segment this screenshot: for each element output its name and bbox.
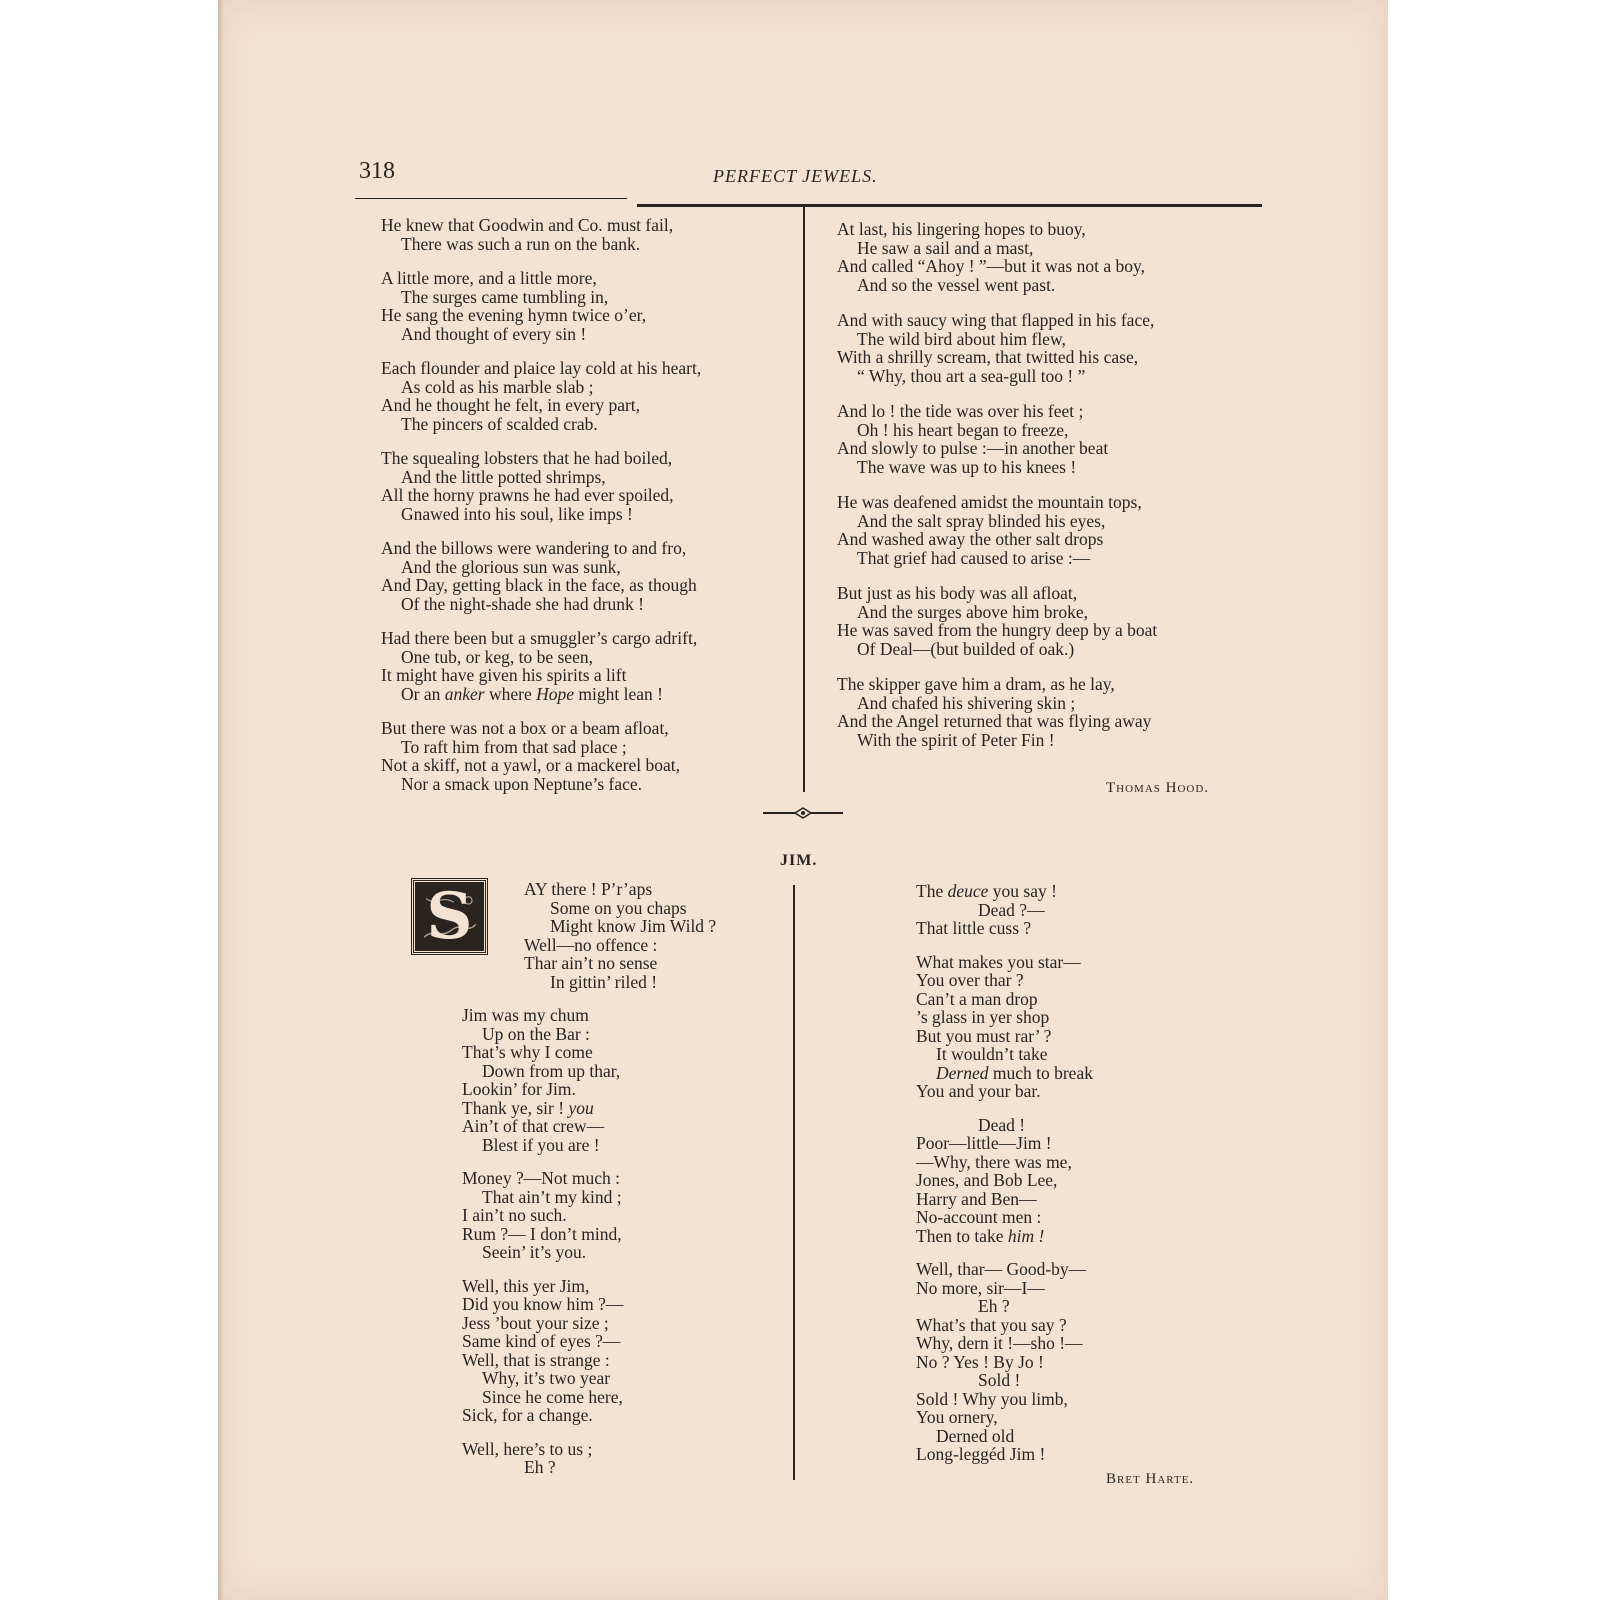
- stanza: [916, 882, 1093, 938]
- stanza: [462, 1006, 716, 1154]
- stanza: [462, 1440, 716, 1477]
- verse-line: Well, thar— Good-by—: [916, 1259, 1087, 1279]
- verse-line: But just as his body was all afloat,: [837, 583, 1078, 603]
- poem1-column-divider: [803, 207, 805, 792]
- verse-line: Not a skiff, not a yawl, or a mackerel boat,: [381, 755, 681, 775]
- verse-line: Jim was my chum: [462, 1005, 589, 1025]
- verse-line: And the surges above him broke,: [857, 601, 1089, 622]
- stanza: [837, 584, 1157, 658]
- verse-line: And the billows were wandering to and fro,: [381, 538, 687, 558]
- verse-line: Eh ?: [978, 1296, 1010, 1316]
- verse-line: Jess ’bout your size ;: [462, 1312, 609, 1333]
- poem2-title: JIM.: [780, 852, 818, 869]
- verse-line: To raft him from that sad place ;: [401, 736, 627, 757]
- verse-line: The pincers of scalded crab.: [401, 413, 598, 434]
- verse-line: Of Deal—(but builded of oak.): [857, 638, 1075, 659]
- verse-line: Why, dern it !—sho !—: [916, 1333, 1083, 1353]
- poem2-left-column: [462, 880, 716, 1492]
- stanza: [837, 493, 1157, 567]
- verse-line: Eh ?: [524, 1457, 556, 1477]
- poem2-right-column: [916, 882, 1093, 1479]
- poem2-column-divider: [793, 885, 795, 1480]
- verse-line: And the salt spray blinded his eyes,: [857, 510, 1106, 531]
- verse-line: That ain’t my kind ;: [482, 1186, 622, 1207]
- stanza: [381, 269, 701, 343]
- verse-line: He was saved from the hungry deep by a boat: [837, 620, 1158, 640]
- stanza: [381, 449, 701, 523]
- verse-line: Derned much to break: [936, 1062, 1093, 1083]
- verse-line: Well—no offence :: [524, 934, 658, 955]
- verse-line: Did you know him ?—: [462, 1294, 624, 1314]
- poem2-author: Bret Harte.: [1106, 1471, 1195, 1487]
- verse-line: With a shrilly scream, that twitted his case,: [837, 347, 1139, 367]
- verse-line: No more, sir—I—: [916, 1277, 1045, 1298]
- verse-line: Well, this yer Jim,: [462, 1275, 590, 1296]
- verse-line: Rum ?— I don’t mind,: [462, 1223, 622, 1244]
- verse-line: Poor—little—Jim !: [916, 1133, 1052, 1153]
- verse-line: —Why, there was me,: [916, 1151, 1072, 1172]
- verse-line: At last, his lingering hopes to buoy,: [837, 219, 1086, 239]
- verse-line: Some on you chaps: [550, 897, 687, 918]
- verse-line: Well, here’s to us ;: [462, 1438, 593, 1459]
- verse-line: And thought of every sin !: [401, 323, 587, 344]
- verse-line: Sold !: [978, 1370, 1021, 1390]
- verse-line: As cold as his marble slab ;: [401, 376, 594, 397]
- stanza: [916, 1260, 1093, 1464]
- stanza: [837, 311, 1157, 385]
- verse-line: Blest if you are !: [482, 1134, 600, 1155]
- verse-line: What’s that you say ?: [916, 1314, 1067, 1335]
- stanza: [462, 1169, 716, 1262]
- verse-line: Derned old: [936, 1425, 1015, 1446]
- verse-line: With the spirit of Peter Fin !: [857, 729, 1055, 750]
- verse-line: And slowly to pulse :—in another beat: [837, 438, 1109, 458]
- verse-line: Long-leggéd Jim !: [916, 1444, 1046, 1464]
- verse-line: He was deafened amidst the mountain tops,: [837, 492, 1142, 512]
- verse-line: Sick, for a change.: [462, 1405, 593, 1425]
- stanza: [837, 675, 1157, 749]
- verse-line: And so the vessel went past.: [857, 274, 1056, 295]
- verse-line: And lo ! the tide was over his feet ;: [837, 401, 1084, 421]
- verse-line: The squealing lobsters that he had boiled,: [381, 448, 673, 468]
- verse-line: But there was not a box or a beam afloat,: [381, 718, 669, 738]
- stanza: [381, 539, 701, 613]
- verse-line: The surges came tumbling in,: [401, 286, 609, 307]
- verse-line: Oh ! his heart began to freeze,: [857, 419, 1069, 440]
- stanza: [381, 629, 701, 703]
- stanza: [837, 220, 1157, 294]
- stanza: [916, 1116, 1093, 1246]
- verse-line: And chafed his shivering skin ;: [857, 692, 1076, 713]
- verse-line: Of the night-shade she had drunk !: [401, 593, 644, 614]
- poem1-right-column: [837, 220, 1157, 766]
- verse-line: It might have given his spirits a lift: [381, 665, 627, 685]
- verse-line: Harry and Ben—: [916, 1188, 1037, 1209]
- verse-line: That little cuss ?: [916, 918, 1032, 938]
- verse-line: It wouldn’t take: [936, 1044, 1048, 1064]
- verse-line: AY there ! P’r’aps: [524, 879, 653, 899]
- verse-line: He sang the evening hymn twice o’er,: [381, 305, 647, 325]
- verse-line: In gittin’ riled !: [550, 971, 658, 992]
- stanza: [381, 359, 701, 433]
- section-ornament: [763, 806, 843, 820]
- verse-line: What makes you star—: [916, 951, 1081, 972]
- verse-line: The wave was up to his knees !: [857, 456, 1077, 477]
- verse-line: That grief had caused to arise :—: [857, 547, 1091, 568]
- stanza: [381, 719, 701, 793]
- header-rule-left: [355, 198, 627, 199]
- verse-line: Money ?—Not much :: [462, 1168, 620, 1188]
- verse-line: Had there been but a smuggler’s cargo adrift,: [381, 628, 698, 648]
- verse-line: The deuce you say !: [916, 881, 1057, 901]
- verse-line: Seein’ it’s you.: [482, 1242, 587, 1262]
- header-rule-right: [637, 204, 1262, 207]
- stanza: [916, 953, 1093, 1101]
- verse-line: The wild bird about him flew,: [857, 328, 1066, 349]
- verse-line: And the glorious sun was sunk,: [401, 556, 621, 577]
- verse-line: Or an anker where Hope might lean !: [401, 683, 663, 704]
- verse-line: You over thar ?: [916, 970, 1024, 990]
- verse-line: ’s glass in yer shop: [916, 1007, 1050, 1027]
- verse-line: But you must rar’ ?: [916, 1025, 1052, 1046]
- stanza: [837, 402, 1157, 476]
- poem1-left-column: [381, 216, 701, 809]
- verse-line: Lookin’ for Jim.: [462, 1079, 576, 1099]
- verse-line: A little more, and a little more,: [381, 268, 597, 288]
- verse-line: Sold ! Why you limb,: [916, 1388, 1068, 1409]
- verse-line: He saw a sail and a mast,: [857, 237, 1034, 258]
- verse-line: “ Why, thou art a sea-gull too ! ”: [857, 365, 1086, 386]
- verse-line: There was such a run on the bank.: [401, 233, 641, 254]
- verse-line: You ornery,: [916, 1407, 998, 1427]
- verse-line: Ain’t of that crew—: [462, 1116, 605, 1136]
- verse-line: Thank ye, sir ! you: [462, 1097, 594, 1118]
- verse-line: And the little potted shrimps,: [401, 466, 606, 487]
- verse-line: Jones, and Bob Lee,: [916, 1170, 1058, 1190]
- verse-line: That’s why I come: [462, 1042, 593, 1062]
- verse-line: Why, it’s two year: [482, 1368, 611, 1388]
- poem1-author: Thomas Hood.: [1106, 780, 1210, 796]
- verse-line: And called “Ahoy ! ”—but it was not a boy,: [837, 256, 1145, 276]
- verse-line: Then to take him !: [916, 1225, 1045, 1246]
- drop-cap-letter: S: [426, 879, 473, 954]
- verse-line: No ? Yes ! By Jo !: [916, 1351, 1044, 1372]
- verse-line: And washed away the other salt drops: [837, 529, 1104, 549]
- verse-line: And the Angel returned that was flying away: [837, 711, 1152, 731]
- verse-line: You and your bar.: [916, 1081, 1041, 1101]
- verse-line: Dead ?—: [978, 899, 1045, 920]
- verse-line: And with saucy wing that flapped in his face,: [837, 310, 1155, 330]
- verse-line: Down from up thar,: [482, 1060, 621, 1081]
- verse-line: Dead !: [978, 1114, 1026, 1135]
- verse-line: Up on the Bar :: [482, 1023, 590, 1044]
- verse-line: Nor a smack upon Neptune’s face.: [401, 773, 643, 794]
- verse-line: Thar ain’t no sense: [524, 953, 658, 973]
- verse-line: And he thought he felt, in every part,: [381, 395, 641, 415]
- page-number: 318: [359, 158, 395, 184]
- stanza: [462, 880, 716, 991]
- verse-line: Since he come here,: [482, 1386, 623, 1407]
- verse-line: Can’t a man drop: [916, 988, 1038, 1009]
- verse-line: Might know Jim Wild ?: [550, 916, 717, 936]
- verse-line: He knew that Goodwin and Co. must fail,: [381, 215, 674, 235]
- verse-line: All the horny prawns he had ever spoiled,: [381, 485, 674, 505]
- verse-line: Same kind of eyes ?—: [462, 1331, 621, 1351]
- verse-line: I ain’t no such.: [462, 1205, 567, 1225]
- verse-line: The skipper gave him a dram, as he lay,: [837, 674, 1115, 694]
- verse-line: Each flounder and plaice lay cold at his heart,: [381, 358, 702, 378]
- verse-line: No-account men :: [916, 1207, 1042, 1227]
- verse-line: And Day, getting black in the face, as though: [381, 575, 697, 595]
- running-head: PERFECT JEWELS.: [713, 166, 878, 186]
- stanza: [462, 1277, 716, 1425]
- verse-line: One tub, or keg, to be seen,: [401, 646, 593, 667]
- paper-edge-shadow: [218, 0, 224, 1600]
- stanza: [381, 216, 701, 253]
- verse-line: Gnawed into his soul, like imps !: [401, 503, 633, 524]
- verse-line: Well, that is strange :: [462, 1349, 610, 1370]
